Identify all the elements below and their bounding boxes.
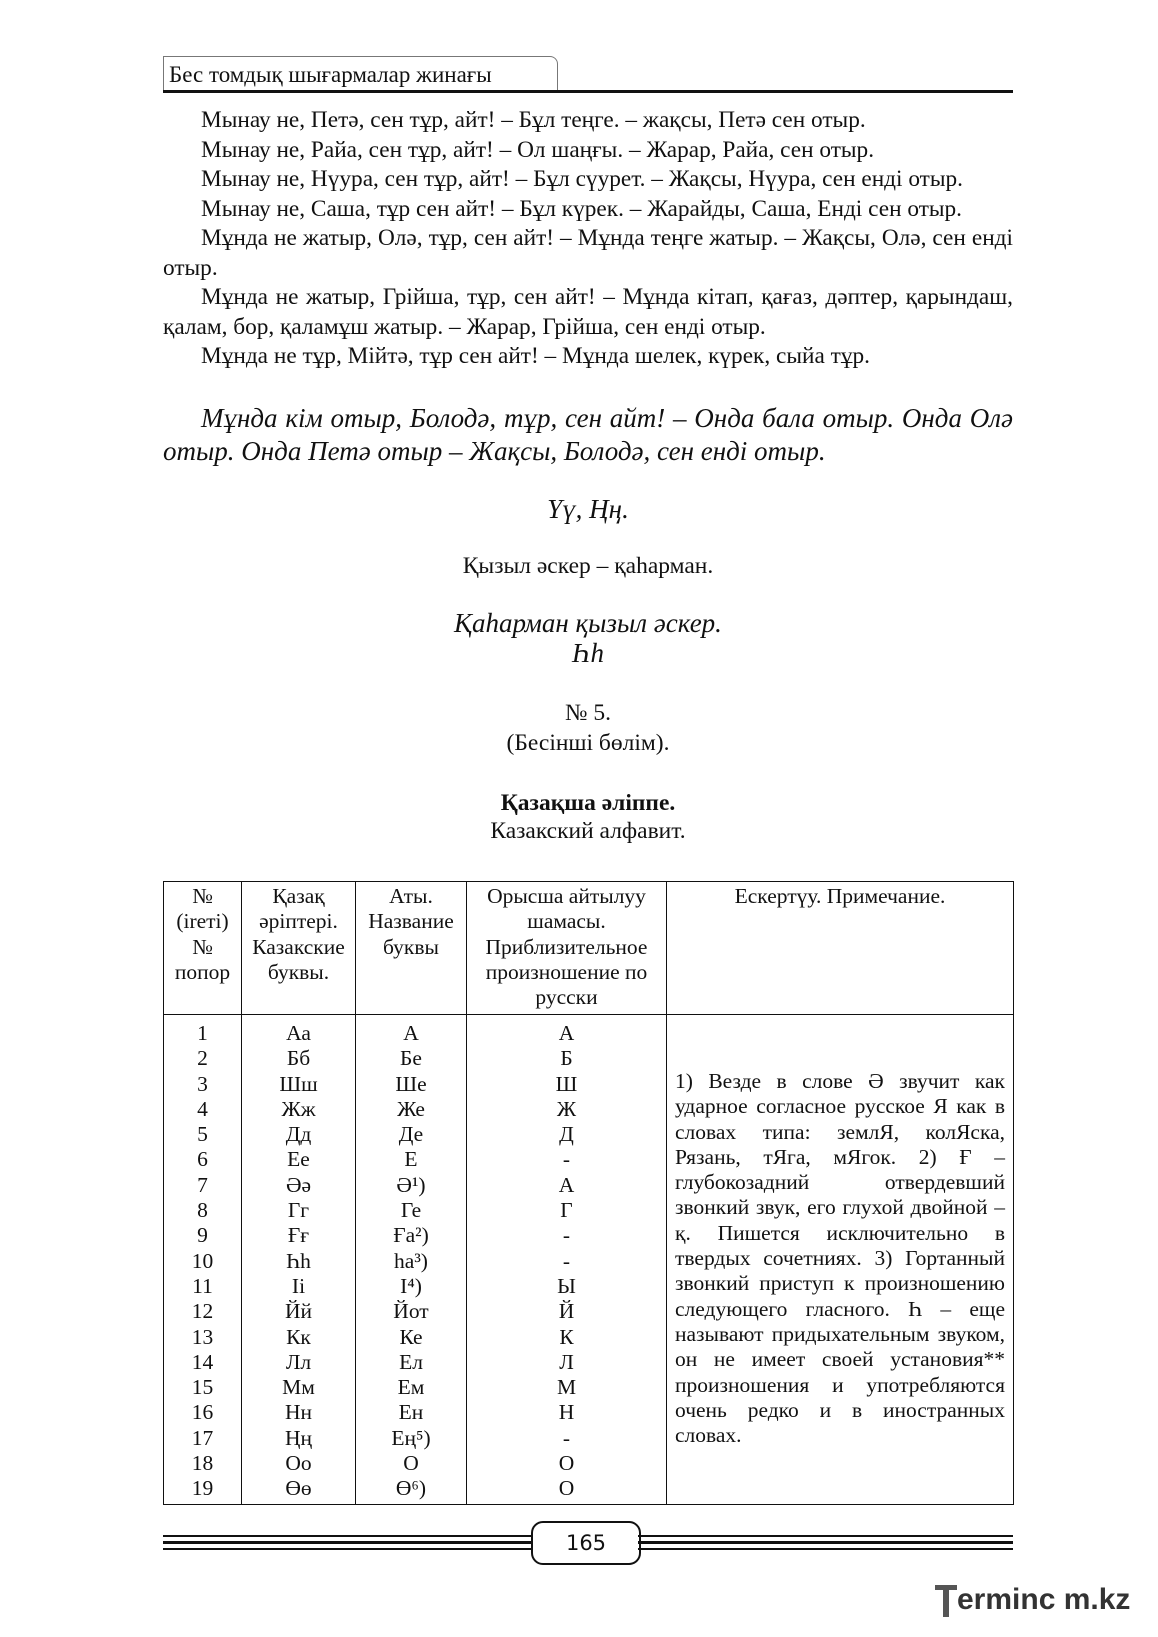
watermark-logo	[935, 1585, 1145, 1629]
cell-number: 1	[197, 1021, 208, 1045]
column-names	[356, 1015, 467, 1505]
cell-number: 5	[197, 1122, 208, 1147]
cell-letter: Ңң	[284, 1425, 313, 1450]
footer-rule	[638, 1548, 1013, 1550]
cell-number: 3	[197, 1071, 208, 1096]
alphabet-subtitle: Казакский алфавит.	[490, 818, 686, 844]
alphabet-title: Қазақша әліппе.	[500, 790, 676, 816]
phrase-hero-block	[163, 608, 1013, 668]
cell-pronunciation: Д	[559, 1122, 574, 1147]
footer-rule	[638, 1541, 1013, 1544]
letters-heading: Үү, Ңң.	[547, 494, 629, 524]
cell-letter: Іі	[291, 1273, 306, 1298]
paragraph-6: Мұнда не жатыр, Грійша, тұр, сен айт! – Мұнда кітап, қағаз, дәптер, қарындаш, қалам, бор, қаламұш жатыр. – Жарар, Грійша, сен енді отыр.	[163, 284, 1013, 340]
section-number: № 5.	[565, 700, 611, 726]
cell-number: 13	[191, 1324, 214, 1349]
phrase-hero: Қаһарман қызыл әскер.	[454, 608, 722, 638]
cell-number: 7	[197, 1172, 208, 1197]
cell-letter: Гг	[287, 1198, 310, 1223]
footer-rule	[163, 1548, 533, 1550]
header-rule	[163, 90, 1013, 93]
paragraph-1: Мынау не, Петә, сен тұр, айт! – Бұл теңге. – жақсы, Петә сен отыр.	[201, 107, 866, 133]
cell-name: А	[403, 1021, 419, 1045]
cell-name: Ке	[399, 1324, 423, 1349]
paragraph-4: Мынау не, Саша, тұр сен айт! – Бұл күрек. – Жарайды, Саша, Енді сен отыр.	[201, 195, 963, 222]
cell-number: 16	[191, 1400, 214, 1425]
cell-pronunciation: Ш	[555, 1071, 578, 1096]
cell-pronunciation: А	[558, 1172, 575, 1197]
cell-pronunciation: Г	[560, 1198, 573, 1223]
cell-pronunciation: Ы	[557, 1273, 576, 1298]
phrase-red-army: Қызыл әскер – қаһарман.	[462, 553, 714, 579]
header-note: Ескертүу. Примечание.	[667, 882, 1014, 1015]
cell-letter: Аа	[286, 1021, 311, 1045]
cell-pronunciation: Ж	[556, 1096, 577, 1121]
cell-letter: Лл	[285, 1349, 312, 1374]
page-footer	[163, 1521, 1013, 1565]
cell-pronunciation: -	[562, 1223, 571, 1248]
cell-pronunciation: Й	[558, 1299, 575, 1324]
cell-name: І⁴)	[400, 1273, 422, 1298]
cell-name: Ше	[395, 1071, 427, 1096]
section-heading	[163, 698, 1013, 758]
cell-letter: Дд	[285, 1122, 312, 1147]
cell-number: 6	[197, 1147, 208, 1172]
cell-name: Де	[398, 1122, 424, 1147]
body-text	[163, 106, 1013, 372]
header-pronunciation: Орысша айтылуу шамасы. Приблизительное произношение по русски	[467, 882, 667, 1015]
cell-pronunciation: О	[558, 1451, 575, 1476]
cell-letter: Шш	[279, 1071, 318, 1096]
cell-pronunciation: Б	[560, 1046, 573, 1071]
cell-pronunciation: Л	[559, 1349, 574, 1374]
cell-name: Ен	[398, 1400, 424, 1425]
footer-rule	[163, 1535, 533, 1537]
column-pronunciations	[467, 1015, 667, 1505]
cell-pronunciation: -	[562, 1425, 571, 1450]
paragraph-3: Мынау не, Нүура, сен тұр, айт! – Бұл сүурет. – Жақсы, Нүура, сен енді отыр.	[201, 166, 963, 192]
column-letters	[242, 1015, 356, 1505]
cell-letter: Йй	[284, 1299, 313, 1324]
cell-name: Йот	[393, 1299, 429, 1324]
cell-number: 15	[191, 1375, 214, 1400]
cell-pronunciation: -	[562, 1248, 571, 1273]
cell-name: Ге	[400, 1198, 422, 1223]
footer-rule	[638, 1535, 1013, 1537]
cell-name: Ө⁶)	[395, 1476, 427, 1501]
table-body-row	[164, 1015, 1014, 1505]
cell-number: 9	[197, 1223, 208, 1248]
alphabet-table	[163, 881, 1014, 1505]
cell-letter: Ее	[287, 1147, 310, 1172]
cell-letter: Жж	[281, 1096, 316, 1121]
running-header	[163, 56, 1013, 92]
column-numbers	[164, 1015, 242, 1505]
cell-number: 4	[197, 1096, 208, 1121]
paragraph-7: Мұнда не тұр, Мійтә, тұр сен айт! – Мұнда шелек, күрек, сыйа тұр.	[201, 343, 870, 369]
cell-letter: Нн	[284, 1400, 313, 1425]
cell-pronunciation: М	[556, 1375, 577, 1400]
cell-pronunciation: -	[562, 1147, 571, 1172]
cell-letter: Әә	[285, 1172, 312, 1197]
cell-letter: Оо	[285, 1451, 312, 1476]
cell-pronunciation: О	[558, 1476, 575, 1501]
cell-letter: Өө	[285, 1476, 312, 1501]
page-number: 165	[531, 1521, 641, 1565]
cell-name: Ел	[399, 1349, 423, 1374]
paragraph-5: Мұнда не жатыр, Олә, тұр, сен айт! – Мұнда теңге жатыр. – Жақсы, Олә, сен енді отыр.	[163, 225, 1013, 281]
cell-number: 11	[192, 1273, 213, 1298]
header-title: Бес томдық шығармалар жинағы	[169, 62, 492, 87]
header-letters: Қазақ әріптері. Казакские буквы.	[242, 882, 356, 1015]
cell-pronunciation: А	[558, 1021, 575, 1045]
paragraph-2: Мынау не, Райа, сен тұр, айт! – Ол шаңғы. – Жарар, Райа, сен отыр.	[201, 136, 875, 163]
header-name: Аты. Название буквы	[356, 882, 467, 1015]
cell-number: 19	[191, 1476, 214, 1501]
cell-name: Ең⁵)	[391, 1425, 431, 1450]
letter-h: Һh	[571, 638, 605, 668]
cell-number: 8	[197, 1198, 208, 1223]
cell-name: Ә¹)	[396, 1172, 426, 1197]
footer-rule	[163, 1541, 533, 1544]
cell-number: 12	[191, 1299, 214, 1324]
cell-number: 18	[191, 1451, 214, 1476]
cell-letter: Ғғ	[287, 1223, 310, 1248]
cell-name: һа³)	[394, 1248, 428, 1273]
watermark-t-icon	[935, 1585, 957, 1617]
cell-pronunciation: Н	[558, 1400, 575, 1425]
cell-letter: Бб	[286, 1046, 311, 1071]
cell-name: Бе	[400, 1046, 422, 1071]
cell-number: 2	[197, 1046, 208, 1071]
header-num: № (ireтi) № попор	[164, 882, 242, 1015]
cell-letter: Кк	[286, 1324, 311, 1349]
cell-name: Же	[397, 1096, 425, 1121]
cell-name: О	[403, 1451, 419, 1476]
cell-letter: Һh	[286, 1248, 311, 1273]
italic-paragraph: Мұнда кім отыр, Болодә, тұр, сен айт! – Онда бала отыр. Онда Олә отыр. Онда Петә отыр – Жақсы, Болодә, сен енді отыр.	[163, 403, 1013, 466]
column-note: 1) Везде в слове Ә звучит как ударное согласное русское Я как в словах типа: землЯ, колЯска, Рязань, тЯга, мЯгок. 2) Ғ – глубокозадний отвердевший звонкий звук, его глухой двойной – қ. Пишется исключительно в твердых сочетниях. 3) Гортанный звонкий приступ к произношению следующего гласного. Һ – еще называют придыхательным звуком, он не имеет своей установия** произношения и употребляются очень редко и в иностранных словах.	[667, 1015, 1014, 1505]
cell-letter: Мм	[282, 1375, 315, 1400]
cell-name: Е	[404, 1147, 418, 1172]
cell-name: Ем	[397, 1375, 425, 1400]
cell-name: Ға²)	[393, 1223, 429, 1248]
section-name: (Бесінші бөлім).	[506, 730, 670, 756]
cell-pronunciation: К	[559, 1324, 574, 1349]
cell-number: 14	[191, 1349, 214, 1374]
cell-number: 17	[191, 1425, 214, 1450]
table-header-row	[164, 882, 1014, 1015]
watermark-text: erminc m.kz	[957, 1583, 1131, 1616]
cell-number: 10	[191, 1248, 214, 1273]
